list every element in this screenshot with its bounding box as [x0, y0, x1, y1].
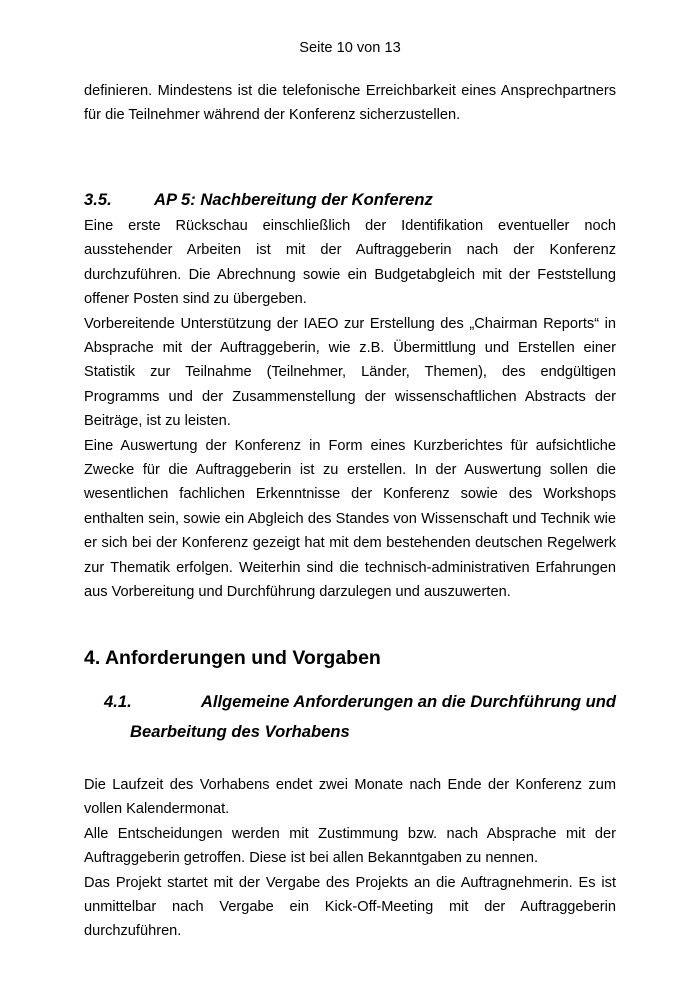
section-3-5-number: 3.5. [84, 190, 112, 209]
section-3-5-paragraph-2: Vorbereitende Unterstützung der IAEO zur Erstellung des „Chairman Reports“ in Absprache mit der Auftraggeberin, wie z.B. Übermittlung und Erstellen einer Statistik zur Teilnahme (Teilnehmer, Länder, Themen), des endgültigen Programms und der Zusammenstellung der wissenschaftlichen Abstracts der Beiträge, ist zu leisten. [84, 315, 616, 430]
section-4-1-title-line-1: Allgemeine Anforderungen an die Durchführung und [200, 692, 616, 711]
section-4-1-body [84, 773, 616, 944]
section-3-5-paragraph-1: Eine erste Rückschau einschließlich der Identifikation eventueller noch ausstehender Arbeiten ist mit der Auftraggeberin nach der Konferenz durchzuführen. Die Abrechnung sowie ein Budgetabgleich mit der Feststellung offener Posten sind zu übergeben. [84, 218, 616, 308]
section-4-1-paragraph-1: Die Laufzeit des Vorhabens endet zwei Monate nach Ende der Konferenz zum vollen Kalendermonat. [84, 777, 616, 818]
section-4-1-paragraph-3: Das Projekt startet mit der Vergabe des Projekts an die Auftragnehmerin. Es ist unmittelbar nach Vergabe ein Kick-Off-Meeting mit der Auftraggeberin durchzuführen. [84, 874, 616, 940]
section-4-1-title-line-2: Bearbeitung des Vorhabens [130, 722, 350, 741]
section-4-1-paragraph-2: Alle Entscheidungen werden mit Zustimmung bzw. nach Absprache mit der Auftraggeberin getroffen. Diese ist bei allen Bekanntgaben zu nennen. [84, 825, 616, 867]
section-3-5-heading [84, 189, 433, 211]
section-3-5-paragraph-3: Eine Auswertung der Konferenz in Form eines Kurzberichtes für aufsichtliche Zwecke für die Auftraggeberin ist zu erstellen. In der Auswertung sollen die wesentlichen fachlichen Erkenntnisse der Konferenz sowie des Workshops enthalten sein, sowie ein Abgleich des Standes von Wissenschaft und Technik wie er sich bei der Konferenz gezeigt hat mit dem bestehenden deutschen Regelwerk zur Thematik erfolgen. Weiterhin sind die technisch-administrativen Erfahrungen aus Vorbereitung und Durchführung darzulegen und auszuwerten. [84, 437, 616, 601]
section-4-heading: 4. Anforderungen und Vorgaben [84, 647, 381, 669]
section-3-5-body [84, 214, 616, 605]
intro-paragraph: definieren. Mindestens ist die telefonische Erreichbarkeit eines Ansprechpartners für die Teilnehmer während der Konferenz sicherzustellen. [84, 83, 616, 124]
section-4-1-heading [104, 687, 616, 747]
section-4-1-number: 4.1. [104, 692, 132, 711]
section-3-5-title: AP 5: Nachbereitung der Konferenz [154, 190, 433, 209]
page-number-header: Seite 10 von 13 [299, 40, 401, 56]
intro-text-block [84, 79, 616, 128]
